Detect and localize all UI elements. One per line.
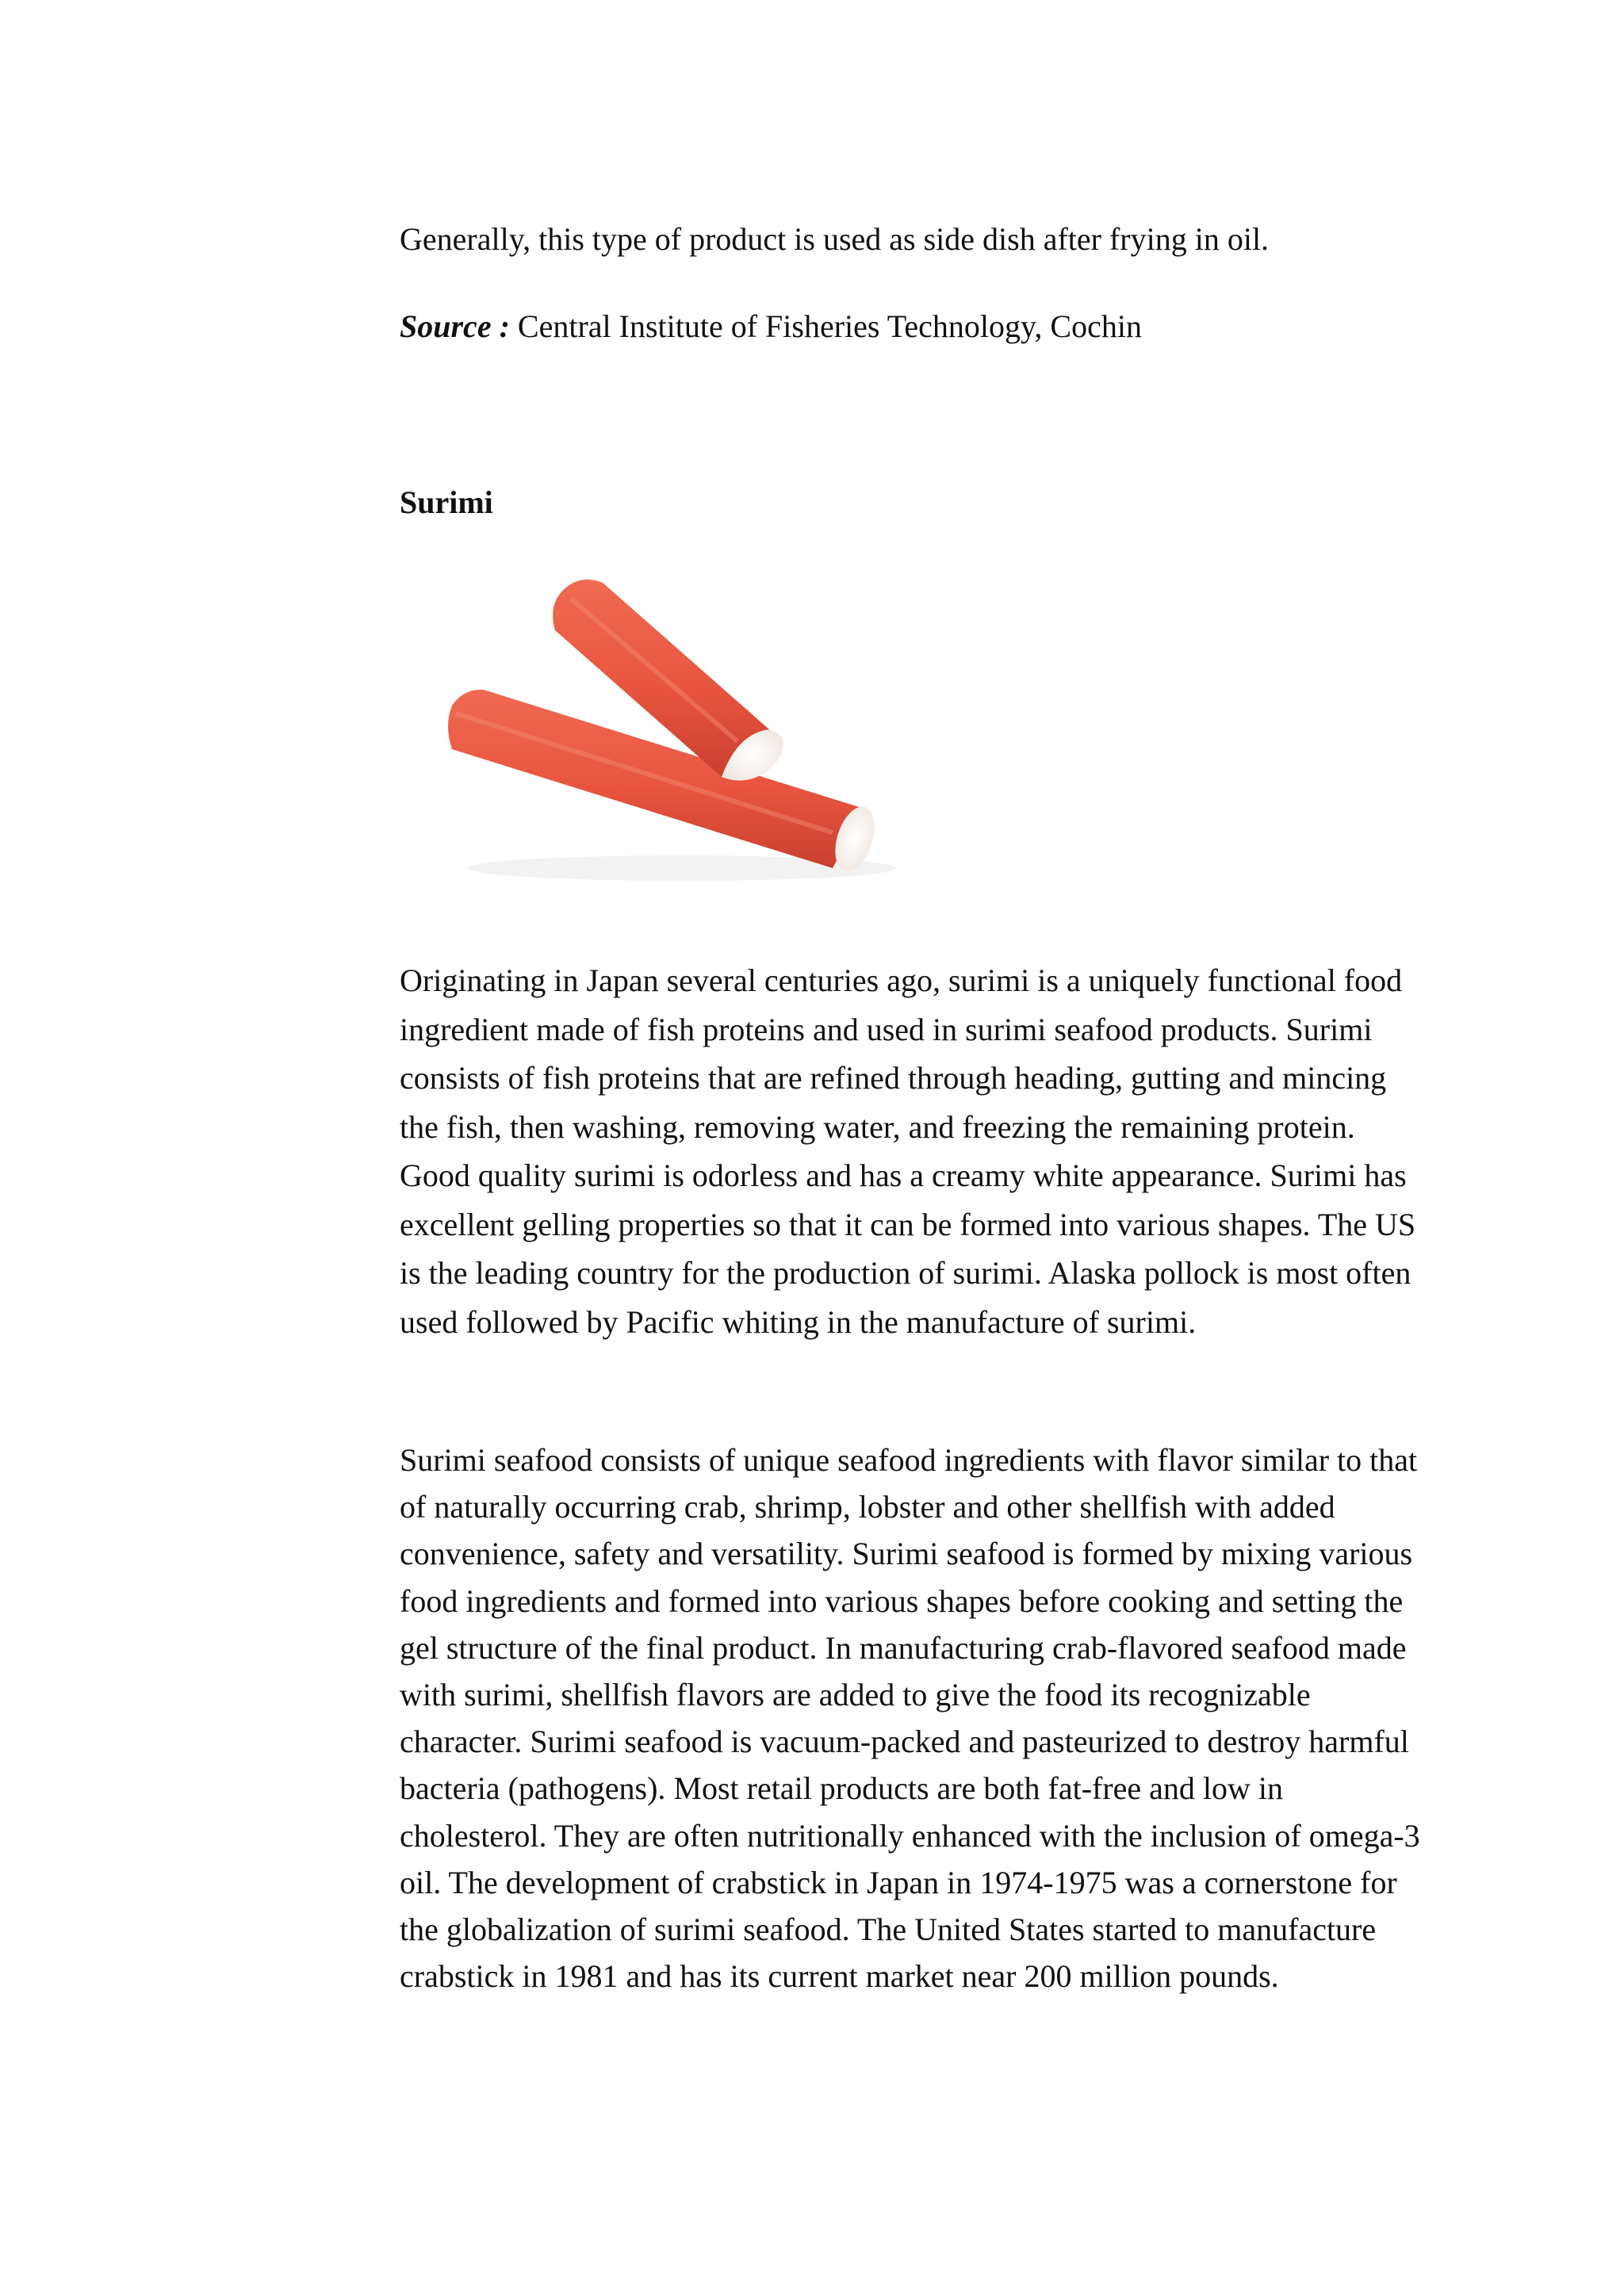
source-text: Central Institute of Fisheries Technology, Cochin <box>517 308 1142 344</box>
crab-stick-image <box>420 571 912 904</box>
paragraph-2: Surimi seafood consists of unique seafood ingredients with flavor similar to that of naturally occurring crab, shrimp, lobster and other shellfish with added convenience, safety and versatility. Surimi seafood is formed by mixing various food ingredients and formed into various shapes before cooking and setting the gel structure of the final product. In manufacturing crab-flavored seafood made with surimi, shellfish flavors are added to give the food its recognizable character. Surimi seafood is vacuum-packed and pasteurized to destroy harmful bacteria (pathogens). Most retail products are both fat-free and low in cholesterol. They are often nutritionally enhanced with the inclusion of omega-3 oil. The development of crabstick in Japan in 1974-1975 was a cornerstone for the globalization of surimi seafood. The United States started to manufacture crabstick in 1981 and has its current market near 200 million pounds. <box>400 1442 1420 1995</box>
intro-line: Generally, this type of product is used as side dish after frying in oil. <box>400 221 1270 257</box>
section-heading: Surimi <box>400 484 493 520</box>
source-line <box>400 303 1431 350</box>
source-label: Source : <box>400 308 510 344</box>
paragraph-1: Originating in Japan several centuries ago, surimi is a uniquely functional food ingredient made of fish proteins and used in surimi seafood products. Surimi consists of fish proteins that are refined through heading, gutting and mincing the fish, then washing, removing water, and freezing the remaining protein. Good quality surimi is odorless and has a creamy white appearance. Surimi has excellent gelling properties so that it can be formed into various shapes. The US is the leading country for the production of surimi. Alaska pollock is most often used followed by Pacific whiting in the manufacture of surimi. <box>400 962 1416 1340</box>
